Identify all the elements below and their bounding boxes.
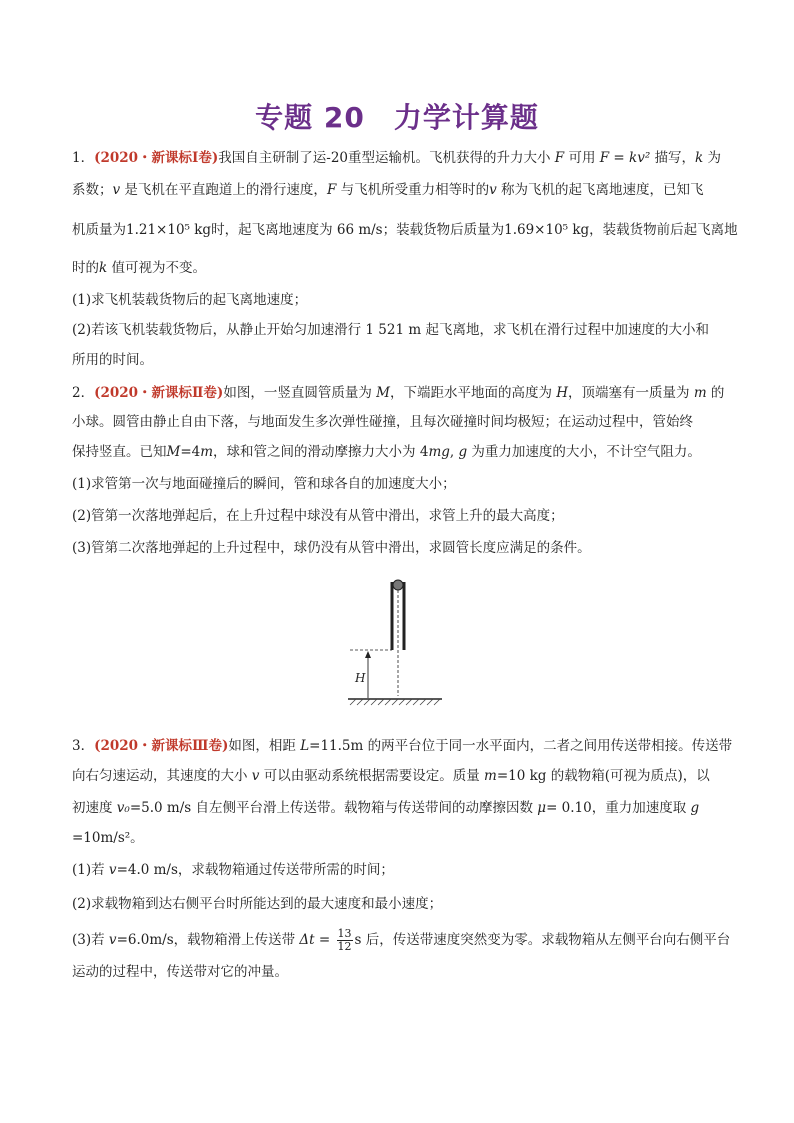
- q1-subquestion-1: (1)求飞机装载货物后的起飞离地速度；: [72, 292, 308, 308]
- q2-line-3: [72, 442, 722, 462]
- q1-subquestion-2: (2)若该飞机装载货物后，从静止开始匀加速滑行 1 521 m 起飞离地，求飞机在滑行过程中加速度的大小和: [72, 322, 709, 338]
- q2-var: m: [693, 385, 707, 401]
- q3-var: L: [300, 738, 310, 754]
- q3-text: =4.0 m/s，求载物箱通过传送带所需的时间；: [116, 862, 394, 878]
- q1-line-1: [72, 148, 722, 168]
- q3-var: v: [108, 862, 117, 878]
- q2-text: ，顶端塞有一质量为: [568, 385, 694, 401]
- ground-hatch: [350, 699, 440, 705]
- q2-source: (2020・新课标Ⅱ卷): [94, 385, 224, 401]
- q1-var: k: [99, 260, 108, 276]
- q1-number: 1．: [72, 150, 95, 166]
- q3-var: v: [108, 932, 117, 948]
- tube-ball-diagram: [340, 572, 450, 712]
- q3-text: s 后，传送带速度突然变为零。求载物箱从左侧平台向右侧平台: [354, 932, 731, 948]
- q3-line-2: [72, 766, 722, 786]
- q2-text: 的: [706, 385, 725, 401]
- ball: [393, 580, 403, 590]
- q1-var: v: [489, 182, 497, 198]
- q3-line-4: =10m/s²。: [72, 830, 144, 846]
- q1-var: v: [112, 182, 121, 198]
- q2-var: H: [556, 385, 569, 401]
- q3-subquestion-3: [72, 927, 731, 953]
- q1-var: F: [554, 150, 565, 166]
- time-fraction: [337, 928, 353, 953]
- q3-text: (3)若: [72, 932, 109, 948]
- q3-text: =5.0 m/s 自左侧平台滑上传送带。载物箱与传送带间的动摩擦因数: [129, 800, 538, 816]
- q1-source: (2020・新课标Ⅰ卷): [94, 150, 219, 166]
- q3-line-1: [72, 736, 733, 756]
- q3-number: 3．: [72, 738, 95, 754]
- q3-text: (1)若: [72, 862, 109, 878]
- q1-text: 我国自主研制了运-20重型运输机。飞机获得的升力大小: [218, 150, 555, 166]
- q2-line-2: 小球。圆管由静止自由下落，与地面发生多次弹性碰撞，且每次碰撞时间均极短；在运动过程中，管始终: [72, 414, 693, 430]
- q3-subquestion-1: [72, 860, 722, 880]
- fraction-denominator: 12: [337, 940, 352, 953]
- q3-subquestion-2: (2)求载物箱到达右侧平台时所能达到的最大速度和最小速度；: [72, 896, 443, 912]
- tube-diagram-svg: [340, 572, 450, 712]
- q3-var: μ: [537, 800, 547, 816]
- q2-text: =4: [180, 444, 201, 460]
- q1-var: k: [695, 150, 704, 166]
- q2-text: 保持竖直。已知: [72, 444, 167, 460]
- q1-text: 称为飞机的起飞离地速度，已知飞: [496, 182, 704, 198]
- height-label: H: [355, 671, 366, 685]
- q2-var: M: [166, 444, 181, 460]
- q1-text: 值可视为不变。: [107, 260, 206, 276]
- q3-text: = 0.10，重力加速度取: [546, 800, 691, 816]
- q3-text: =11.5m 的两平台位于同一水平面内，二者之间用传送带相接。传送带: [309, 738, 733, 754]
- q1-text: 时的: [72, 260, 99, 276]
- q2-subquestion-3: (3)管第二次落地弹起的上升过程中，球仍没有从管中滑出，求圆管长度应满足的条件。: [72, 540, 591, 556]
- q2-text: 如图，一竖直圆管质量为: [223, 385, 377, 401]
- fraction-numerator: 13: [337, 927, 352, 940]
- q1-text: 系数；: [72, 182, 113, 198]
- q3-text: =: [314, 932, 335, 948]
- q2-var: g: [458, 444, 468, 460]
- q1-text: 可用: [564, 150, 600, 166]
- q2-line-1: [72, 383, 725, 403]
- height-arrow-head: [365, 651, 371, 658]
- q1-subquestion-2-cont: 所用的时间。: [72, 352, 153, 368]
- q1-line-2: [72, 180, 722, 200]
- q2-number: 2．: [72, 385, 95, 401]
- q2-text: ，球和管之间的滑动摩擦力大小为 4: [213, 444, 429, 460]
- q1-text: 为: [703, 150, 722, 166]
- q3-text: =6.0m/s，载物箱滑上传送带: [116, 932, 300, 948]
- q3-subquestion-3-cont: 运动的过程中，传送带对它的冲量。: [72, 964, 288, 980]
- q3-var: Δt: [299, 932, 315, 948]
- q2-var: M: [376, 385, 390, 401]
- q1-line-4: [72, 258, 722, 278]
- q3-text: 初速度: [72, 800, 117, 816]
- q3-line-3: [72, 798, 722, 818]
- q1-formula: F = kv²: [599, 150, 651, 166]
- q1-text: 描写，: [650, 150, 696, 166]
- q3-text: 向右匀速运动，其速度的大小: [72, 768, 252, 784]
- q1-text: 是飞机在平直跑道上的滑行速度，: [120, 182, 327, 198]
- q2-text: 为重力加速度的大小，不计空气阻力。: [467, 444, 701, 460]
- q1-text: 与飞机所受重力相等时的: [336, 182, 490, 198]
- q3-var: g: [690, 800, 700, 816]
- q2-subquestion-1: (1)求管第一次与地面碰撞后的瞬间，管和球各自的加速度大小；: [72, 476, 456, 492]
- q3-text: =10 kg 的载物箱(可视为质点)，以: [496, 768, 710, 784]
- q2-text: ,: [449, 444, 459, 460]
- q2-var: mg: [428, 444, 450, 460]
- q3-var: m: [484, 768, 497, 784]
- page-title: 专题 20 力学计算题: [255, 101, 539, 134]
- q3-source: (2020・新课标Ⅲ卷): [94, 738, 229, 754]
- q1-line-3: 机质量为1.21×10⁵ kg时，起飞离地速度为 66 m/s；装载货物后质量为1.69×10⁵ kg，装载货物前后起飞离地: [72, 222, 738, 238]
- q2-var: m: [200, 444, 214, 460]
- q3-var: v₀: [116, 800, 130, 816]
- q3-var: v: [251, 768, 260, 784]
- q1-var: F: [326, 182, 337, 198]
- q2-subquestion-2: (2)管第一次落地弹起后，在上升过程中球没有从管中滑出，求管上升的最大高度；: [72, 508, 564, 524]
- q2-text: ，下端距水平地面的高度为: [389, 385, 557, 401]
- q3-text: 如图，相距: [228, 738, 301, 754]
- q3-text: 可以由驱动系统根据需要设定。质量: [259, 768, 485, 784]
